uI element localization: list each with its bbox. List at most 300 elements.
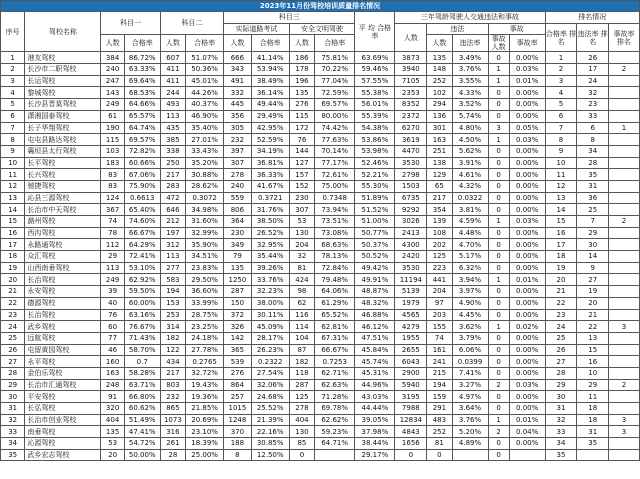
cell-accident-people: 0 xyxy=(488,180,509,192)
cell-s2-rate: 19.36% xyxy=(186,391,224,403)
cell-civil-rate: 69.78% xyxy=(315,403,355,415)
cell-road-rate: 27.54% xyxy=(251,367,289,379)
cell-s1-rate: 51.49% xyxy=(124,414,160,426)
cell-s1-people: 60 xyxy=(101,321,124,333)
cell-rank-pass: 10 xyxy=(545,157,577,169)
cell-seq: 10 xyxy=(1,157,25,169)
cell-accident-people: 0 xyxy=(488,204,509,216)
cell-s2-rate: 33.99% xyxy=(186,297,224,309)
cell-road-people: 142 xyxy=(224,332,252,344)
cell-s1-people: 83 xyxy=(101,180,124,192)
cell-road-rate: 49.44% xyxy=(251,99,289,111)
header-rank-violation: 违法率 排名 xyxy=(577,23,609,52)
table-row xyxy=(1,227,640,239)
cell-total-people: 12834 xyxy=(395,414,427,426)
cell-rank-accident xyxy=(609,157,640,169)
cell-road-people: 305 xyxy=(224,122,252,134)
cell-avg-rate: 47.51% xyxy=(355,332,395,344)
header-civil-rate: 合格率 xyxy=(315,35,355,52)
cell-seq: 18 xyxy=(1,251,25,263)
cell-road-people: 372 xyxy=(224,309,252,321)
cell-s1-rate: 69.57% xyxy=(124,134,160,146)
cell-civil-people: 152 xyxy=(289,180,314,192)
cell-avg-rate: 49.42% xyxy=(355,262,395,274)
cell-road-people: 257 xyxy=(224,391,252,403)
cell-road-people: 349 xyxy=(224,239,252,251)
cell-school: 长沙市二职驾校 xyxy=(25,64,101,76)
cell-civil-people: 130 xyxy=(289,426,314,438)
cell-s1-people: 248 xyxy=(101,379,124,391)
cell-avg-rate: 52.46% xyxy=(355,157,395,169)
cell-total-people: 5139 xyxy=(395,286,427,298)
cell-s2-rate: 27.78% xyxy=(186,344,224,356)
cell-accident-people: 0 xyxy=(488,239,509,251)
cell-rank-violation: 27 xyxy=(577,274,609,286)
cell-rank-pass: 8 xyxy=(545,134,577,146)
cell-seq: 13 xyxy=(1,192,25,204)
cell-violation-rate: 3.49% xyxy=(452,52,488,64)
cell-accident-people: 1 xyxy=(488,134,509,146)
cell-road-people: 491 xyxy=(224,75,252,87)
cell-violation-rate: 3.76% xyxy=(452,414,488,426)
cell-civil-rate: 70.22% xyxy=(315,64,355,76)
cell-avg-rate: 44.96% xyxy=(355,379,395,391)
cell-civil-rate: 72.61% xyxy=(315,169,355,181)
cell-rank-accident xyxy=(609,391,640,403)
cell-violation-people: 204 xyxy=(427,286,452,298)
cell-road-people: 559 xyxy=(224,192,252,204)
cell-accident-people: 0 xyxy=(488,297,509,309)
cell-rank-accident xyxy=(609,169,640,181)
cell-accident-rate: 0.02% xyxy=(509,321,545,333)
cell-violation-rate: 7.41% xyxy=(452,367,488,379)
cell-seq: 31 xyxy=(1,403,25,415)
cell-rank-violation: 25 xyxy=(577,204,609,216)
cell-school: 永路通驾校 xyxy=(25,239,101,251)
cell-road-rate: 32.95% xyxy=(251,239,289,251)
table-body xyxy=(1,52,640,461)
cell-road-rate: 36.81% xyxy=(251,157,289,169)
cell-s1-rate: 65.57% xyxy=(124,110,160,122)
cell-avg-rate: 63.69% xyxy=(355,52,395,64)
table-row xyxy=(1,180,640,192)
cell-rank-violation: 33 xyxy=(577,110,609,122)
cell-accident-people: 0 xyxy=(488,367,509,379)
cell-s1-rate: 50.00% xyxy=(124,449,160,461)
cell-civil-rate: 66.67% xyxy=(315,344,355,356)
table-row xyxy=(1,192,640,204)
cell-seq: 14 xyxy=(1,204,25,216)
cell-s2-rate: 44.26% xyxy=(186,87,224,99)
header-s2-rate: 合格率 xyxy=(186,35,224,52)
table-row xyxy=(1,321,640,333)
cell-civil-people: 62 xyxy=(289,297,314,309)
cell-road-people: 230 xyxy=(224,227,252,239)
cell-avg-rate: 44.44% xyxy=(355,403,395,415)
cell-civil-people: 144 xyxy=(289,145,314,157)
cell-s1-rate: 66.80% xyxy=(124,391,160,403)
cell-s2-people: 803 xyxy=(160,379,185,391)
cell-s1-rate: 59.50% xyxy=(124,286,160,298)
cell-s1-people: 53 xyxy=(101,438,124,450)
cell-s2-rate: 35.20% xyxy=(186,157,224,169)
cell-s1-rate: 63.16% xyxy=(124,309,160,321)
cell-s1-rate: 64.66% xyxy=(124,99,160,111)
cell-accident-people: 2 xyxy=(488,379,509,391)
cell-violation-rate: 3.55% xyxy=(452,75,488,87)
cell-s1-people: 249 xyxy=(101,274,124,286)
cell-accident-rate: 0.01% xyxy=(509,274,545,286)
table-row xyxy=(1,414,640,426)
cell-rank-accident: 2 xyxy=(609,379,640,391)
cell-road-rate: 32.23% xyxy=(251,286,289,298)
cell-rank-violation: 31 xyxy=(577,180,609,192)
cell-accident-rate: 0.00% xyxy=(509,204,545,216)
header-road-test: 实际道路考试 xyxy=(224,23,290,35)
cell-rank-pass: 17 xyxy=(545,239,577,251)
cell-rank-accident xyxy=(609,309,640,321)
cell-school: 众汇驾校 xyxy=(25,251,101,263)
cell-total-people: 6270 xyxy=(395,122,427,134)
cell-avg-rate: 37.98% xyxy=(355,426,395,438)
header-avg-rate: 平 均 合格率 xyxy=(355,12,395,52)
cell-road-rate: 24.68% xyxy=(251,391,289,403)
cell-school: 长治市汇通驾校 xyxy=(25,379,101,391)
cell-accident-people: 0 xyxy=(488,403,509,415)
cell-s2-people: 865 xyxy=(160,403,185,415)
cell-violation-rate: 3.62% xyxy=(452,321,488,333)
cell-violation-people: 139 xyxy=(427,216,452,228)
cell-avg-rate: 50.52% xyxy=(355,251,395,263)
cell-total-people: 9292 xyxy=(395,204,427,216)
cell-rank-violation: 24 xyxy=(577,75,609,87)
cell-civil-people: 115 xyxy=(289,110,314,122)
cell-accident-people: 0 xyxy=(488,344,509,356)
cell-violation-rate: 3.79% xyxy=(452,332,488,344)
cell-total-people: 7105 xyxy=(395,75,427,87)
cell-accident-rate: 0.00% xyxy=(509,438,545,450)
table-row xyxy=(1,204,640,216)
cell-rank-accident xyxy=(609,332,640,344)
cell-total-people: 2420 xyxy=(395,251,427,263)
cell-s2-rate: 35.40% xyxy=(186,122,224,134)
cell-violation-rate: 4.97% xyxy=(452,391,488,403)
cell-violation-people: 136 xyxy=(427,110,452,122)
cell-s1-people: 40 xyxy=(101,297,124,309)
cell-road-people: 8 xyxy=(224,449,252,461)
cell-avg-rate: 59.46% xyxy=(355,64,395,76)
cell-civil-rate: 62.81% xyxy=(315,321,355,333)
cell-rank-pass: 24 xyxy=(545,321,577,333)
table-row xyxy=(1,286,640,298)
cell-total-people: 1503 xyxy=(395,180,427,192)
cell-civil-rate: 62.62% xyxy=(315,414,355,426)
cell-s2-people: 435 xyxy=(160,122,185,134)
header-subject1: 科目一 xyxy=(101,12,160,35)
cell-violation-people: 135 xyxy=(427,52,452,64)
cell-rank-pass: 27 xyxy=(545,356,577,368)
cell-school: 西沟驾校 xyxy=(25,227,101,239)
header-road-rate: 合格率 xyxy=(251,35,289,52)
cell-rank-pass: 11 xyxy=(545,169,577,181)
cell-s1-people: 143 xyxy=(101,87,124,99)
cell-total-people: 2372 xyxy=(395,110,427,122)
table-row xyxy=(1,449,640,461)
cell-accident-people: 1 xyxy=(488,274,509,286)
cell-civil-people: 178 xyxy=(289,64,314,76)
header-accidents-group: 三年驾龄驾驶人交通违法和事故 xyxy=(395,12,545,24)
cell-s1-people: 124 xyxy=(101,192,124,204)
cell-s1-people: 78 xyxy=(101,227,124,239)
cell-rank-pass: 1 xyxy=(545,52,577,64)
cell-rank-violation: 15 xyxy=(577,344,609,356)
cell-rank-pass: 26 xyxy=(545,344,577,356)
cell-road-rate: 53.94% xyxy=(251,64,289,76)
cell-violation-rate: 4.70% xyxy=(452,239,488,251)
cell-seq: 26 xyxy=(1,344,25,356)
cell-road-rate: 12.50% xyxy=(251,449,289,461)
cell-violation-people: 291 xyxy=(427,403,452,415)
cell-accident-people: 0 xyxy=(488,262,509,274)
cell-avg-rate: 53.98% xyxy=(355,145,395,157)
cell-seq: 3 xyxy=(1,75,25,87)
cell-road-people: 232 xyxy=(224,134,252,146)
cell-seq: 2 xyxy=(1,64,25,76)
cell-accident-rate: 0.00% xyxy=(509,87,545,99)
cell-civil-rate: 72.59% xyxy=(315,87,355,99)
header-subject2: 科目二 xyxy=(160,12,223,35)
table-row xyxy=(1,344,640,356)
cell-s2-rate: 27.01% xyxy=(186,134,224,146)
cell-rank-accident xyxy=(609,297,640,309)
cell-accident-rate: 0.00% xyxy=(509,239,545,251)
cell-civil-rate: 62.63% xyxy=(315,379,355,391)
cell-rank-accident xyxy=(609,145,640,157)
cell-s2-rate: 29.50% xyxy=(186,274,224,286)
cell-total-people: 2655 xyxy=(395,344,427,356)
cell-civil-rate: 69.57% xyxy=(315,99,355,111)
cell-road-rate: 38.50% xyxy=(251,216,289,228)
cell-s2-people: 28 xyxy=(160,449,185,461)
cell-s1-rate: 60.66% xyxy=(124,157,160,169)
cell-civil-people: 424 xyxy=(289,274,314,286)
cell-s1-rate: 53.10% xyxy=(124,262,160,274)
cell-school: 永安驾校 xyxy=(25,286,101,298)
table-row xyxy=(1,157,640,169)
cell-rank-accident xyxy=(609,239,640,251)
cell-school: 屯留黄园驾校 xyxy=(25,344,101,356)
cell-civil-people: 404 xyxy=(289,414,314,426)
cell-s2-people: 314 xyxy=(160,321,185,333)
cell-school: 长运驾校 xyxy=(25,75,101,87)
cell-s2-rate: 23.83% xyxy=(186,262,224,274)
cell-civil-people: 81 xyxy=(289,262,314,274)
cell-accident-people: 0 xyxy=(488,169,509,181)
cell-civil-people: 127 xyxy=(289,157,314,169)
table-row xyxy=(1,87,640,99)
cell-road-people: 397 xyxy=(224,145,252,157)
cell-violation-rate: 4.80% xyxy=(452,122,488,134)
cell-civil-people: 85 xyxy=(289,438,314,450)
table-row xyxy=(1,309,640,321)
header-accident: 事故 xyxy=(488,23,545,35)
cell-civil-rate: 73.94% xyxy=(315,204,355,216)
cell-rank-pass: 33 xyxy=(545,426,577,438)
cell-s2-people: 232 xyxy=(160,391,185,403)
cell-seq: 32 xyxy=(1,414,25,426)
cell-s1-rate: 64.29% xyxy=(124,239,160,251)
cell-s1-people: 91 xyxy=(101,391,124,403)
header-seq: 序号 xyxy=(1,12,25,52)
cell-s1-rate: 66.67% xyxy=(124,227,160,239)
cell-s2-people: 434 xyxy=(160,356,185,368)
cell-seq: 34 xyxy=(1,438,25,450)
cell-road-people: 188 xyxy=(224,438,252,450)
cell-school: 德源驾校 xyxy=(25,297,101,309)
cell-accident-people: 0 xyxy=(488,87,509,99)
cell-rank-accident: 3 xyxy=(609,426,640,438)
cell-road-rate: 36.33% xyxy=(251,169,289,181)
cell-s1-rate: 63.71% xyxy=(124,379,160,391)
cell-s1-people: 103 xyxy=(101,145,124,157)
cell-violation-people: 241 xyxy=(427,356,452,368)
cell-violation-rate: 0.0399 xyxy=(452,356,488,368)
cell-civil-people: 98 xyxy=(289,286,314,298)
cell-seq: 35 xyxy=(1,449,25,461)
cell-avg-rate: 39.05% xyxy=(355,414,395,426)
table-title: 2023年11月份驾校培训质量排名情况 xyxy=(1,1,640,12)
cell-rank-violation: 34 xyxy=(577,145,609,157)
cell-road-people: 666 xyxy=(224,52,252,64)
header-rank-accident: 事故率 排名 xyxy=(609,23,640,52)
cell-accident-rate: 0.00% xyxy=(509,251,545,263)
cell-civil-rate: 79.48% xyxy=(315,274,355,286)
cell-s2-people: 277 xyxy=(160,262,185,274)
cell-violation-rate: 4.90% xyxy=(452,297,488,309)
cell-seq: 16 xyxy=(1,227,25,239)
cell-s1-people: 190 xyxy=(101,122,124,134)
cell-seq: 22 xyxy=(1,297,25,309)
cell-accident-people: 1 xyxy=(488,414,509,426)
cell-road-rate: 30.11% xyxy=(251,309,289,321)
cell-rank-accident xyxy=(609,251,640,263)
cell-s1-people: 83 xyxy=(101,169,124,181)
cell-avg-rate: 53.86% xyxy=(355,134,395,146)
table-row xyxy=(1,52,640,64)
header-road-people: 人数 xyxy=(224,35,252,52)
table-row xyxy=(1,122,640,134)
cell-s2-people: 316 xyxy=(160,426,185,438)
cell-accident-people: 1 xyxy=(488,75,509,87)
cell-avg-rate: 56.01% xyxy=(355,99,395,111)
cell-rank-pass: 16 xyxy=(545,227,577,239)
cell-accident-people: 0 xyxy=(488,227,509,239)
cell-civil-people: 87 xyxy=(289,344,314,356)
cell-total-people: 3619 xyxy=(395,134,427,146)
cell-s2-rate: 25.00% xyxy=(186,449,224,461)
cell-s1-people: 112 xyxy=(101,239,124,251)
cell-school: 长兴驾校 xyxy=(25,169,101,181)
cell-s1-rate: 60.00% xyxy=(124,297,160,309)
cell-s2-people: 153 xyxy=(160,297,185,309)
cell-accident-rate: 0.00% xyxy=(509,297,545,309)
cell-accident-rate: 0.00% xyxy=(509,227,545,239)
cell-avg-rate: 55.38% xyxy=(355,87,395,99)
cell-total-people: 4470 xyxy=(395,145,427,157)
cell-s2-rate: 31.60% xyxy=(186,216,224,228)
cell-total-people: 2900 xyxy=(395,367,427,379)
cell-seq: 17 xyxy=(1,239,25,251)
cell-rank-pass: 22 xyxy=(545,297,577,309)
cell-violation-rate: 3.91% xyxy=(452,157,488,169)
cell-violation-rate: 4.48% xyxy=(452,227,488,239)
header-civil-test: 安全文明驾驶 xyxy=(289,23,355,35)
cell-violation-people: 159 xyxy=(427,391,452,403)
cell-accident-rate: 0.03% xyxy=(509,134,545,146)
cell-violation-rate: 3.52% xyxy=(452,99,488,111)
cell-road-rate: 28.17% xyxy=(251,332,289,344)
cell-avg-rate: 45.74% xyxy=(355,356,395,368)
cell-s2-rate: 23.10% xyxy=(186,426,224,438)
cell-avg-rate: 48.32% xyxy=(355,297,395,309)
cell-violation-people: 163 xyxy=(427,134,452,146)
cell-violation-rate: 5.62% xyxy=(452,145,488,157)
cell-seq: 1 xyxy=(1,52,25,64)
cell-school: 长沙县晋莫驾校 xyxy=(25,99,101,111)
cell-school: 潇湘国泰驾校 xyxy=(25,110,101,122)
cell-accident-rate: 0.04% xyxy=(509,426,545,438)
cell-s2-rate: 46.90% xyxy=(186,110,224,122)
cell-s2-rate: 19.43% xyxy=(186,379,224,391)
cell-violation-people: 148 xyxy=(427,64,452,76)
cell-s2-rate: 18.39% xyxy=(186,438,224,450)
cell-rank-pass: 29 xyxy=(545,379,577,391)
table-row xyxy=(1,379,640,391)
cell-rank-pass: 5 xyxy=(545,99,577,111)
cell-accident-rate: 0.00% xyxy=(509,110,545,122)
cell-s1-people: 183 xyxy=(101,157,124,169)
cell-school: 山西南垂驾校 xyxy=(25,262,101,274)
cell-s1-people: 74 xyxy=(101,216,124,228)
cell-s2-people: 607 xyxy=(160,52,185,64)
cell-rank-violation: 29 xyxy=(577,379,609,391)
cell-total-people: 3940 xyxy=(395,64,427,76)
cell-accident-people: 1 xyxy=(488,321,509,333)
cell-s2-rate: 28.75% xyxy=(186,309,224,321)
cell-rank-accident xyxy=(609,99,640,111)
cell-total-people: 0 xyxy=(395,449,427,461)
cell-road-rate: 33.76% xyxy=(251,274,289,286)
cell-violation-rate: 4.89% xyxy=(452,438,488,450)
cell-total-people: 4300 xyxy=(395,239,427,251)
cell-school: 远航驾校 xyxy=(25,332,101,344)
cell-violation-rate: 4.50% xyxy=(452,134,488,146)
cell-violation-people: 108 xyxy=(427,227,452,239)
cell-violation-people: 138 xyxy=(427,157,452,169)
cell-s2-people: 197 xyxy=(160,227,185,239)
cell-school: 港友驾校 xyxy=(25,52,101,64)
cell-rank-pass: 12 xyxy=(545,180,577,192)
cell-violation-rate: 6.06% xyxy=(452,344,488,356)
cell-road-rate: 35.44% xyxy=(251,251,289,263)
cell-rank-violation: 20 xyxy=(577,297,609,309)
cell-violation-people: 354 xyxy=(427,204,452,216)
cell-seq: 12 xyxy=(1,180,25,192)
cell-violation-rate: 3.81% xyxy=(452,204,488,216)
cell-road-rate: 0.2322 xyxy=(251,356,289,368)
cell-seq: 20 xyxy=(1,274,25,286)
header-s1-rate: 合格率 xyxy=(124,35,160,52)
